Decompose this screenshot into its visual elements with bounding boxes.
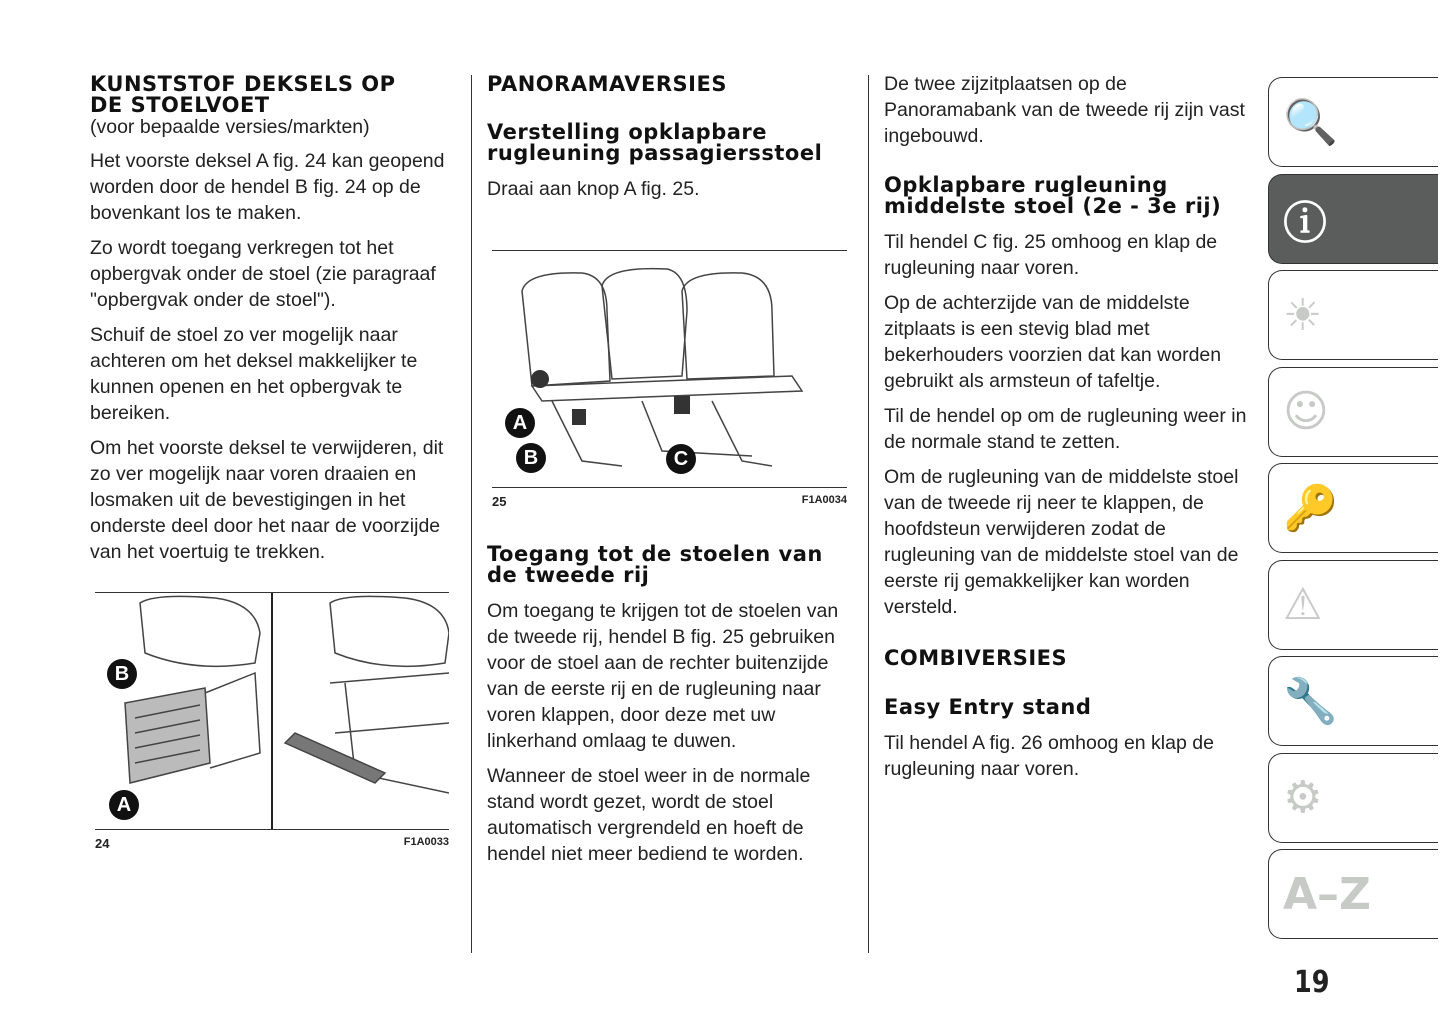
subsection-title: Verstelling opklapbare rugleuning passagiersstoel — [487, 120, 823, 165]
figure-number: 25 — [492, 494, 507, 509]
warning-light-icon: ☀ — [1283, 289, 1323, 341]
chapter-tab[interactable] — [1268, 849, 1438, 939]
section-title: KUNSTSTOF DEKSELS OP DE STOELVOET — [90, 72, 396, 117]
chapter-tab[interactable] — [1268, 753, 1438, 843]
column-2 — [487, 74, 852, 211]
accident-warning-icon: ⚠ — [1283, 579, 1323, 630]
chapter-tab[interactable] — [1268, 174, 1438, 264]
paragraph: Til de hendel op om de rugleuning weer in de normale stand te zetten. — [884, 405, 1247, 453]
column-divider — [868, 75, 869, 953]
paragraph: Om het voorste deksel te verwijderen, dit zo ver mogelijk naar voren draaien en losmaken uit de bevestigingen in het onderste deel door het naar de voorzijde van het voertuig te trekken. — [90, 437, 444, 563]
callout-b: B — [107, 659, 137, 689]
paragraph: Til hendel C fig. 25 omhoog en klap de rugleuning naar voren. — [884, 231, 1218, 279]
section-title: PANORAMAVERSIES — [487, 72, 727, 96]
subsection-title: Toegang tot de stoelen van de tweede rij — [487, 542, 823, 587]
car-search-icon: 🔍 — [1283, 97, 1338, 148]
chapter-tab[interactable] — [1268, 367, 1438, 457]
paragraph: Schuif de stoel zo ver mogelijk naar achteren om het deksel makkelijker te kunnen openen en het opbergvak te bereiken. — [90, 324, 418, 424]
paragraph: Zo wordt toegang verkregen tot het opbergvak onder de stoel (zie paragraaf "opbergvak onder de stoel"). — [90, 237, 436, 311]
page-number: 19 — [1294, 965, 1330, 1000]
column-divider — [471, 75, 472, 953]
callout-a: A — [109, 790, 139, 820]
paragraph: Om toegang te krijgen tot de stoelen van de tweede rij, hendel B fig. 25 gebruiken voor de stoel aan de rechter buitenzijde van de eerste rij en de rugleuning naar voren klappen, door deze met uw linkerhand omlaag te duwen. — [487, 600, 839, 752]
chapter-tab[interactable] — [1268, 463, 1438, 553]
section-title: COMBIVERSIES — [884, 646, 1068, 670]
car-maintenance-icon: 🔧 — [1283, 676, 1338, 727]
column-3 — [884, 71, 1254, 791]
figure-24 — [95, 592, 449, 851]
paragraph: Op de achterzijde van de middelste zitplaats is een stevig blad met bekerhouders voorzien dat kan worden gebruikt als armsteun of tafeltje. — [884, 292, 1222, 392]
figure-code: F1A0033 — [403, 836, 449, 848]
paragraph: De twee zijzitplaatsen op de Panoramabank van de tweede rij zijn vast ingebouwd. — [884, 73, 1245, 147]
paragraph: Til hendel A fig. 26 omhoog en klap de rugleuning naar voren. — [884, 732, 1214, 780]
specs-gear-icon: ⚙ — [1283, 772, 1323, 823]
chapter-tab[interactable] — [1268, 560, 1438, 650]
callout-c: C — [666, 444, 696, 474]
paragraph: Wanneer de stoel weer in de normale stand wordt gezet, wordt de stoel automatisch vergrendeld en hoeft de hendel niet meer bediend te worden. — [487, 765, 811, 865]
callout-a: A — [505, 408, 535, 438]
chapter-tab[interactable] — [1268, 270, 1438, 360]
subsection-title: Opklapbare rugleuning middelste stoel (2e - 3e rij) — [884, 173, 1222, 218]
section-subtitle: (voor bepaalde versies/markten) — [90, 116, 370, 138]
figure-code: F1A0034 — [801, 494, 847, 506]
key-steering-icon: 🔑 — [1283, 483, 1338, 534]
figure-number: 24 — [95, 836, 110, 851]
callout-b: B — [516, 443, 546, 473]
paragraph: Om de rugleuning van de middelste stoel van de tweede rij neer te klappen, de hoofdsteun verwijderen zodat de rugleuning van de middelste stoel van de eerste rij gemakkelijker kan worden versteld. — [884, 466, 1239, 618]
subsection-title: Easy Entry stand — [884, 695, 1092, 719]
airbag-icon: ☺ — [1283, 386, 1329, 437]
chapter-tab[interactable] — [1268, 656, 1438, 746]
column-2-lower — [487, 544, 852, 876]
chapter-tab[interactable] — [1268, 77, 1438, 167]
car-info-icon: ⓘ — [1283, 197, 1327, 249]
alphabetical-index-icon: A–Z — [1283, 868, 1371, 920]
paragraph: Het voorste deksel A fig. 24 kan geopend worden door de hendel B fig. 24 op de bovenkant los te maken. — [90, 150, 445, 224]
figure-25 — [492, 250, 847, 509]
column-1 — [90, 74, 460, 574]
paragraph: Draai aan knop A fig. 25. — [487, 178, 700, 200]
